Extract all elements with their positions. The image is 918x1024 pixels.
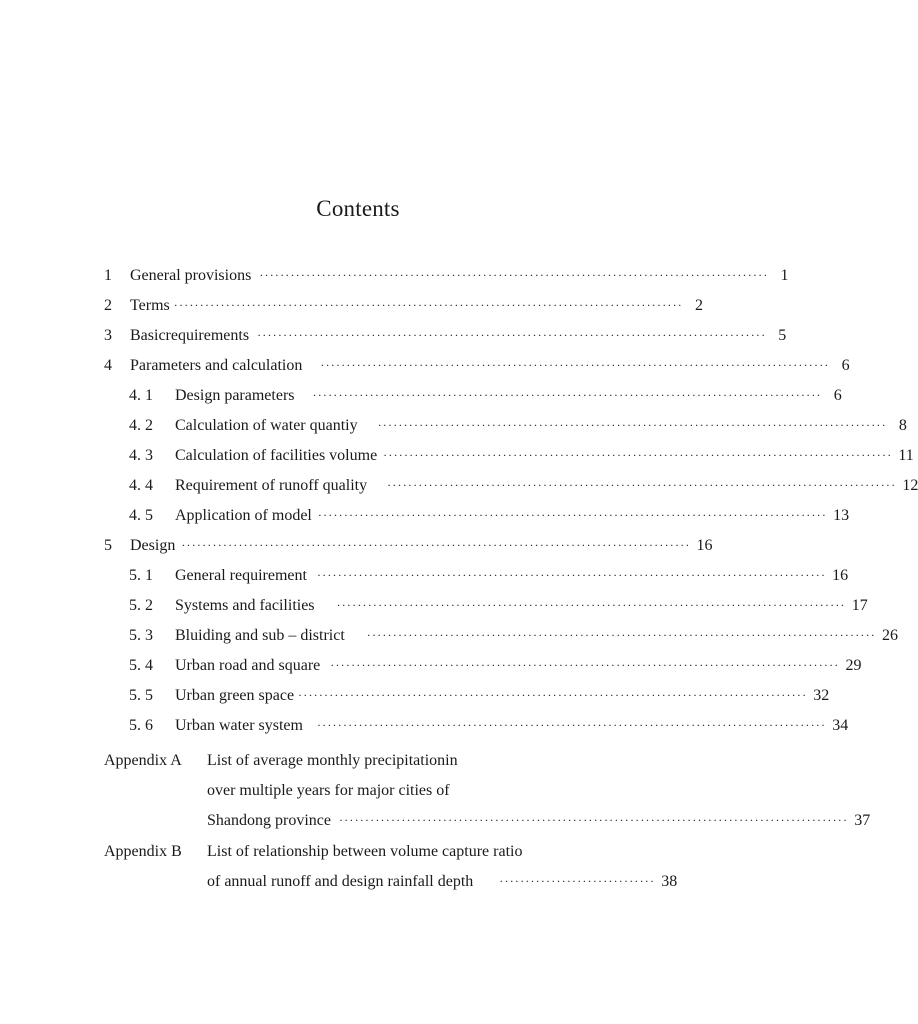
toc-number: 4. 4 <box>129 477 153 494</box>
toc-title: General provisions <box>130 267 252 284</box>
toc-page: 37 <box>854 812 871 829</box>
toc-leader: ·································································································· <box>366 628 876 642</box>
toc-page: 2 <box>694 297 703 314</box>
appendix-label: Appendix A <box>104 752 182 769</box>
toc-page: 32 <box>813 687 830 704</box>
toc-number: 3 <box>104 327 112 344</box>
toc-entry-4-3[interactable] <box>129 446 914 466</box>
toc-title: Urban road and square <box>175 657 321 674</box>
appendix-title-line: List of average monthly precipitationin <box>207 752 458 769</box>
toc-page: 12 <box>902 477 918 494</box>
toc-number: 5 <box>104 537 112 554</box>
toc-entry-5-5[interactable] <box>129 686 830 706</box>
toc-page: 11 <box>898 447 914 464</box>
toc-number: 5. 6 <box>129 717 153 734</box>
toc-leader: ·································································································· <box>377 418 887 432</box>
toc-page: 6 <box>833 387 842 404</box>
toc-leader: ·································································································· <box>336 598 846 612</box>
toc-entry-1[interactable] <box>104 266 789 286</box>
toc-number: 4 <box>104 357 112 374</box>
toc-entry-5-4[interactable] <box>129 656 862 676</box>
toc-title: Systems and facilities <box>175 597 315 614</box>
toc-page: 26 <box>882 627 898 644</box>
toc-page: 16 <box>696 537 713 554</box>
toc-title: Basicrequirements <box>130 327 250 344</box>
toc-entry-2[interactable] <box>104 296 703 316</box>
toc-entry-5[interactable] <box>104 536 713 556</box>
toc-title: Application of model <box>175 507 312 524</box>
toc-leader: ·································································································· <box>316 718 827 732</box>
toc-entry-5-6[interactable] <box>129 716 849 736</box>
appendix-title-line: over multiple years for major cities of <box>207 782 450 799</box>
toc-number: 5. 1 <box>129 567 153 584</box>
toc-entry-4[interactable] <box>104 356 850 376</box>
toc-title: Bluiding and sub – district <box>175 627 345 644</box>
toc-page: 5 <box>778 327 787 344</box>
toc-title: Requirement of runoff quality <box>175 477 368 494</box>
toc-entry-4-1[interactable] <box>129 386 842 406</box>
toc-leader: ·································································································· <box>312 388 822 402</box>
toc-page: 6 <box>841 357 850 374</box>
toc-number: 1 <box>104 267 112 284</box>
toc-leader: ·································································································· <box>181 538 691 552</box>
toc-page: 16 <box>832 567 849 584</box>
toc-leader: ·································································································· <box>173 298 683 312</box>
toc-entry-3[interactable] <box>104 326 787 346</box>
toc-number: 5. 2 <box>129 597 153 614</box>
toc-number: 5. 4 <box>129 657 153 674</box>
toc-number: 2 <box>104 297 112 314</box>
toc-title: Urban green space <box>175 687 295 704</box>
toc-title: Design <box>130 537 176 554</box>
toc-title: Terms <box>130 297 170 314</box>
toc-entry-5-3[interactable] <box>129 626 898 646</box>
toc-number: 4. 2 <box>129 417 153 434</box>
toc-title: Calculation of water quantiy <box>175 417 358 434</box>
toc-number: 4. 1 <box>129 387 153 404</box>
toc-leader: ·································································································· <box>316 568 827 582</box>
toc-entry-4-2[interactable] <box>129 416 907 436</box>
toc-number: 5. 3 <box>129 627 153 644</box>
toc-number: 5. 5 <box>129 687 153 704</box>
appendix-final-line <box>207 872 678 892</box>
toc-leader: ·································································································· <box>298 688 808 702</box>
toc-title: General requirement <box>175 567 307 584</box>
toc-leader: ·································································································· <box>338 813 849 827</box>
toc-leader: ·································································································· <box>330 658 840 672</box>
page-title: Contents <box>316 196 400 221</box>
toc-leader: ·································································································· <box>259 268 769 282</box>
toc-entry-4-5[interactable] <box>129 506 850 526</box>
toc-title: Calculation of facilities volume <box>175 447 378 464</box>
toc-page: 1 <box>780 267 789 284</box>
appendix-title-line: List of relationship between volume capture ratio <box>207 843 523 860</box>
toc-page: 38 <box>661 873 678 890</box>
toc-number: 4. 3 <box>129 447 153 464</box>
toc-page: 29 <box>845 657 862 674</box>
toc-page: 8 <box>898 417 907 434</box>
toc-title: Urban water system <box>175 717 303 734</box>
toc-title: Design parameters <box>175 387 295 404</box>
toc-leader: ·································································································· <box>317 508 828 522</box>
toc-page: 34 <box>832 717 849 734</box>
appendix-final-line <box>207 811 871 831</box>
toc-leader: ·································································································· <box>387 478 897 492</box>
appendix-title-line: Shandong province <box>207 812 331 829</box>
toc-leader: ·································································································· <box>383 448 893 462</box>
toc-entry-5-2[interactable] <box>129 596 868 616</box>
toc-page: 13 <box>833 507 850 524</box>
appendix-label: Appendix B <box>104 843 182 860</box>
toc-entry-5-1[interactable] <box>129 566 849 586</box>
appendix-title-line: of annual runoff and design rainfall depth <box>207 873 474 890</box>
toc-leader: ·································································································· <box>320 358 830 372</box>
toc-leader: ······························ <box>499 874 656 888</box>
toc-leader: ·································································································· <box>257 328 767 342</box>
toc-title: Parameters and calculation <box>130 357 303 374</box>
toc-page: 17 <box>851 597 868 614</box>
toc-number: 4. 5 <box>129 507 153 524</box>
toc-entry-4-4[interactable] <box>129 476 918 496</box>
